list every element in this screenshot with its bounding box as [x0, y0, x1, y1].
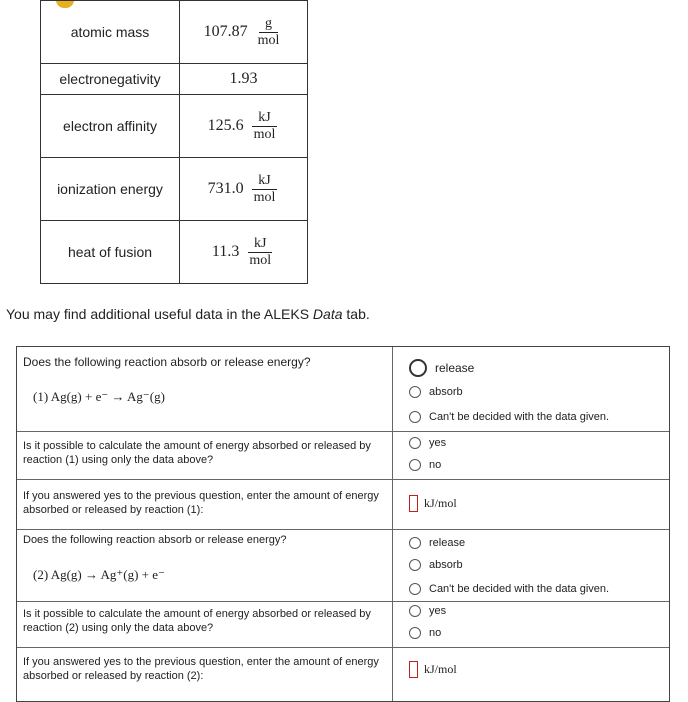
unit-fraction — [250, 173, 280, 206]
unit-numerator: kJ — [248, 236, 272, 253]
q2-option-no[interactable] — [409, 627, 441, 639]
option-label: Can't be decided with the data given. — [429, 583, 610, 595]
unit-numerator: kJ — [252, 110, 276, 127]
option-label: absorb — [429, 559, 463, 571]
option-label: no — [429, 627, 442, 639]
property-value: 107.87 — [203, 23, 248, 40]
property-value: 125.6 — [207, 117, 244, 134]
q1-enter-row — [17, 479, 669, 530]
property-label: atomic mass — [41, 1, 180, 64]
property-value: 11.3 — [211, 243, 240, 260]
radio-icon[interactable] — [409, 411, 421, 423]
unit-fraction — [254, 16, 284, 49]
unit-denominator: mol — [257, 32, 280, 48]
radio-icon[interactable] — [409, 583, 421, 595]
q1-option-absorb[interactable] — [409, 386, 463, 398]
radio-icon[interactable] — [409, 627, 421, 639]
data-tab-word: Data — [312, 306, 343, 322]
option-label: yes — [429, 605, 447, 617]
q2-answer-group — [409, 661, 457, 678]
radio-icon[interactable] — [409, 559, 421, 571]
q1-energy-input[interactable] — [409, 495, 418, 512]
unit-denominator: mol — [253, 126, 276, 142]
unit-label: kJ/mol — [424, 496, 457, 510]
property-label: electron affinity — [41, 95, 180, 158]
element-properties-table — [40, 0, 308, 284]
option-label: Can't be decided with the data given. — [429, 411, 610, 423]
radio-icon[interactable] — [409, 537, 421, 549]
unit-numerator: g — [259, 16, 278, 33]
unit-label: kJ/mol — [424, 662, 457, 676]
property-label: ionization energy — [41, 158, 180, 221]
q1-calc-row — [17, 431, 669, 480]
radio-icon[interactable] — [409, 437, 421, 449]
q1-reaction-row — [17, 347, 669, 432]
note-text: You may find additional useful data in the ALEKS — [6, 306, 313, 322]
q1-option-no[interactable] — [409, 459, 441, 471]
q2-question: Does the following reaction absorb or release energy? — [23, 534, 287, 546]
q2-option-cant-decide[interactable] — [409, 583, 609, 595]
q1-question: Does the following reaction absorb or release energy? — [23, 355, 311, 369]
q2-enter-row — [17, 647, 669, 701]
q2-reaction-row — [17, 529, 669, 602]
option-label: absorb — [429, 386, 463, 398]
q2-energy-input[interactable] — [409, 661, 418, 678]
table-row — [41, 95, 308, 158]
radio-icon[interactable] — [409, 386, 421, 398]
q2-option-release[interactable] — [409, 537, 465, 549]
property-label: electronegativity — [41, 64, 180, 95]
unit-fraction — [250, 110, 280, 143]
radio-icon[interactable] — [409, 459, 421, 471]
q1-option-cant-decide[interactable] — [409, 411, 609, 423]
questions-panel — [16, 346, 670, 702]
property-value: 731.0 — [207, 180, 244, 197]
radio-icon[interactable] — [409, 605, 421, 617]
aleks-data-note — [6, 306, 370, 322]
unit-denominator: mol — [253, 189, 276, 205]
unit-numerator: kJ — [252, 173, 276, 190]
table-row — [41, 221, 308, 284]
note-tail: tab. — [342, 306, 370, 322]
q2-option-absorb[interactable] — [409, 559, 463, 571]
unit-denominator: mol — [249, 252, 272, 268]
q2-calc-row — [17, 601, 669, 648]
table-row — [41, 64, 308, 95]
q1-enter-question: If you answered yes to the previous question, enter the amount of energy absorbed or released by reaction (1): — [23, 490, 379, 516]
q1-calc-question: Is it possible to calculate the amount of energy absorbed or released by reaction (1) using only the data above? — [23, 440, 371, 466]
table-row — [41, 1, 308, 64]
q1-reaction: (1) Ag(g) + e⁻ → Ag⁻(g) — [33, 389, 165, 404]
unit-fraction — [245, 236, 275, 269]
option-label: yes — [429, 437, 447, 449]
option-label: no — [429, 459, 442, 471]
q2-option-yes[interactable] — [409, 605, 446, 617]
table-row — [41, 158, 308, 221]
q1-answer-group — [409, 495, 457, 512]
property-label: heat of fusion — [41, 221, 180, 284]
q2-enter-question: If you answered yes to the previous question, enter the amount of energy absorbed or released by reaction (2): — [23, 656, 379, 682]
option-label: release — [435, 361, 475, 375]
option-label: release — [429, 537, 466, 549]
property-value: 1.93 — [229, 70, 258, 87]
q2-reaction: (2) Ag(g) → Ag⁺(g) + e⁻ — [33, 567, 165, 582]
q1-option-release[interactable] — [409, 359, 474, 377]
q2-calc-question: Is it possible to calculate the amount of energy absorbed or released by reaction (2) using only the data above? — [23, 608, 371, 634]
q1-option-yes[interactable] — [409, 437, 446, 449]
radio-icon[interactable] — [409, 359, 427, 377]
